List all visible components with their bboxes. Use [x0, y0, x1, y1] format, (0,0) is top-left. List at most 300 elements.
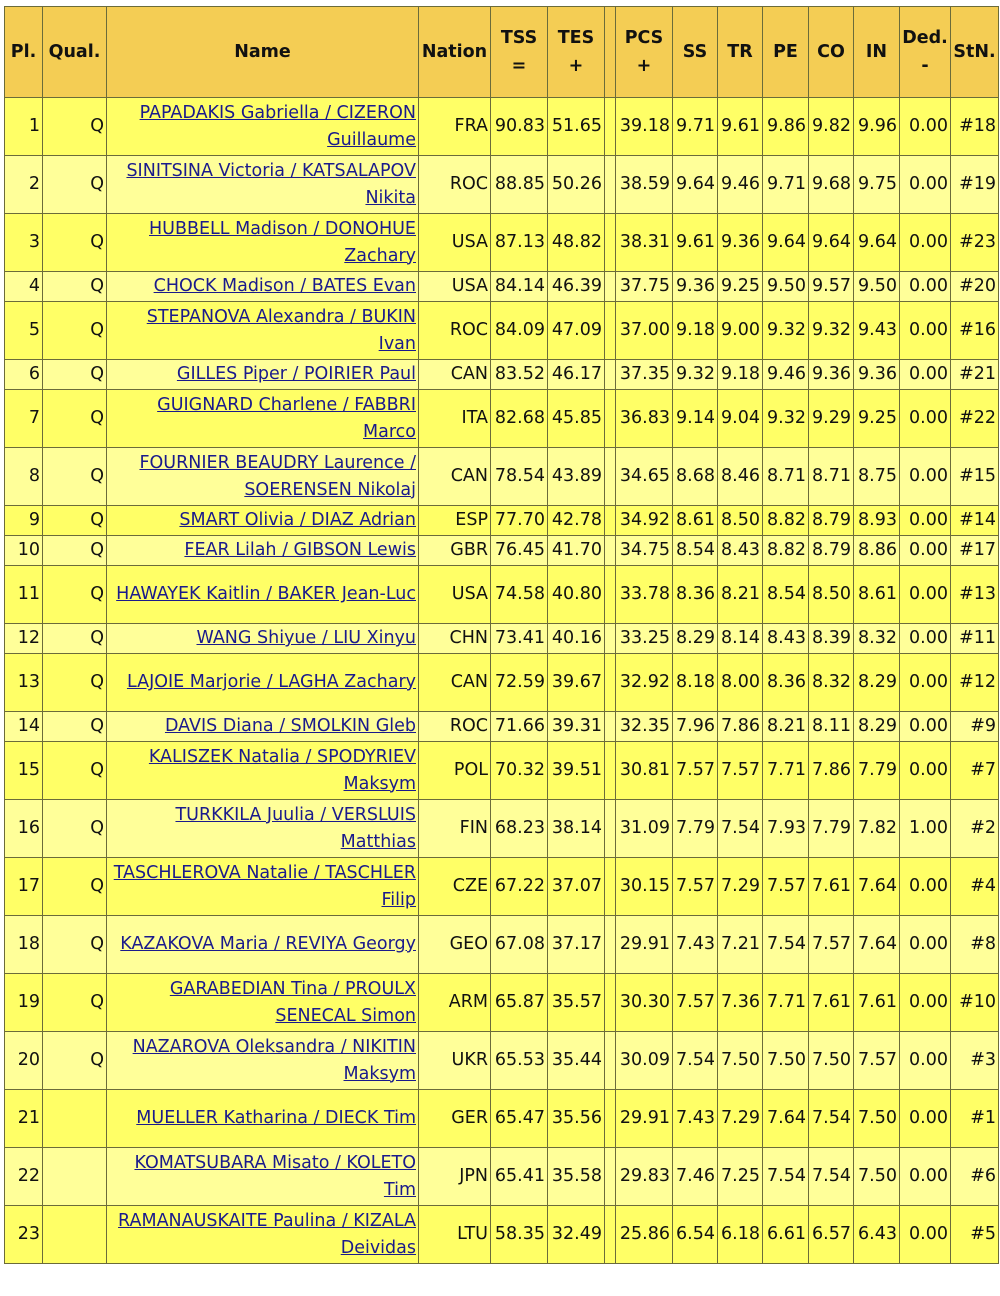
table-row	[5, 390, 999, 448]
in-cell: 7.50	[854, 1148, 900, 1206]
tes-cell: 35.58	[548, 1148, 605, 1206]
tr-cell: 8.14	[718, 624, 763, 654]
spacer-cell	[605, 98, 616, 156]
tr-cell: 9.46	[718, 156, 763, 214]
tss-cell: 87.13	[491, 214, 548, 272]
co-cell: 7.61	[809, 858, 854, 916]
tss-cell: 84.09	[491, 302, 548, 360]
header-tr: TR	[718, 7, 763, 98]
qualification-cell: Q	[43, 974, 107, 1032]
co-cell: 8.32	[809, 654, 854, 712]
nation-cell: ESP	[419, 506, 491, 536]
tr-cell: 9.18	[718, 360, 763, 390]
header-ded: Ded. -	[900, 7, 951, 98]
table-row	[5, 98, 999, 156]
skater-link[interactable]: MUELLER Katharina / DIECK Tim	[136, 1108, 416, 1128]
ded-cell: 0.00	[900, 742, 951, 800]
co-cell: 7.86	[809, 742, 854, 800]
place-cell: 15	[5, 742, 43, 800]
name-cell	[107, 974, 419, 1032]
spacer-cell	[605, 1148, 616, 1206]
skater-link[interactable]: STEPANOVA Alexandra / BUKIN Ivan	[146, 306, 416, 354]
place-cell: 3	[5, 214, 43, 272]
tr-cell: 7.57	[718, 742, 763, 800]
skater-link[interactable]: SINITSINA Victoria / KATSALAPOV Nikita	[126, 160, 416, 208]
stn-cell: #22	[951, 390, 999, 448]
tss-cell: 65.41	[491, 1148, 548, 1206]
nation-cell: GBR	[419, 536, 491, 566]
stn-cell: #19	[951, 156, 999, 214]
co-cell: 6.57	[809, 1206, 854, 1264]
skater-link[interactable]: SMART Olivia / DIAZ Adrian	[179, 510, 416, 530]
pcs-cell: 30.15	[616, 858, 673, 916]
ded-cell: 1.00	[900, 800, 951, 858]
skater-link[interactable]: GARABEDIAN Tina / PROULX SENECAL Simon	[169, 978, 416, 1026]
qualification-cell: Q	[43, 360, 107, 390]
qualification-cell	[43, 1148, 107, 1206]
table-row	[5, 654, 999, 712]
tes-cell: 40.16	[548, 624, 605, 654]
in-cell: 8.86	[854, 536, 900, 566]
nation-cell: ARM	[419, 974, 491, 1032]
ded-cell: 0.00	[900, 1206, 951, 1264]
tes-cell: 45.85	[548, 390, 605, 448]
tss-cell: 83.52	[491, 360, 548, 390]
place-cell: 18	[5, 916, 43, 974]
stn-cell: #12	[951, 654, 999, 712]
skater-link[interactable]: KALISZEK Natalia / SPODYRIEV Maksym	[148, 746, 416, 794]
pe-cell: 7.93	[763, 800, 809, 858]
name-cell	[107, 536, 419, 566]
ss-cell: 8.61	[673, 506, 718, 536]
ss-cell: 9.71	[673, 98, 718, 156]
tes-cell: 47.09	[548, 302, 605, 360]
co-cell: 8.11	[809, 712, 854, 742]
ded-cell: 0.00	[900, 272, 951, 302]
tss-cell: 76.45	[491, 536, 548, 566]
ded-cell: 0.00	[900, 214, 951, 272]
name-cell	[107, 654, 419, 712]
tss-cell: 74.58	[491, 566, 548, 624]
table-row	[5, 1148, 999, 1206]
place-cell: 13	[5, 654, 43, 712]
pe-cell: 9.64	[763, 214, 809, 272]
place-cell: 14	[5, 712, 43, 742]
tss-cell: 82.68	[491, 390, 548, 448]
header-stn: StN.	[951, 7, 999, 98]
pe-cell: 7.50	[763, 1032, 809, 1090]
skater-link[interactable]: KOMATSUBARA Misato / KOLETO Tim	[134, 1152, 416, 1200]
ss-cell: 7.43	[673, 916, 718, 974]
co-cell: 9.36	[809, 360, 854, 390]
nation-cell: GEO	[419, 916, 491, 974]
qualification-cell: Q	[43, 272, 107, 302]
co-cell: 9.57	[809, 272, 854, 302]
qualification-cell: Q	[43, 654, 107, 712]
tes-cell: 40.80	[548, 566, 605, 624]
tes-cell: 46.39	[548, 272, 605, 302]
pcs-cell: 36.83	[616, 390, 673, 448]
in-cell: 9.43	[854, 302, 900, 360]
tr-cell: 9.61	[718, 98, 763, 156]
qualification-cell: Q	[43, 214, 107, 272]
stn-cell: #18	[951, 98, 999, 156]
tes-cell: 39.31	[548, 712, 605, 742]
header-row	[5, 7, 999, 98]
in-cell: 6.43	[854, 1206, 900, 1264]
skater-link[interactable]: GILLES Piper / POIRIER Paul	[176, 364, 416, 384]
ss-cell: 7.54	[673, 1032, 718, 1090]
results-body	[5, 98, 999, 1264]
tss-cell: 78.54	[491, 448, 548, 506]
table-row	[5, 712, 999, 742]
tr-cell: 8.50	[718, 506, 763, 536]
tss-cell: 65.87	[491, 974, 548, 1032]
name-cell	[107, 98, 419, 156]
ss-cell: 9.64	[673, 156, 718, 214]
table-row	[5, 360, 999, 390]
co-cell: 7.54	[809, 1090, 854, 1148]
skater-link[interactable]: TURKKILA Juulia / VERSLUIS Matthias	[175, 804, 416, 852]
tss-cell: 68.23	[491, 800, 548, 858]
nation-cell: ROC	[419, 156, 491, 214]
in-cell: 8.29	[854, 712, 900, 742]
skater-link[interactable]: FOURNIER BEAUDRY Laurence / SOERENSEN Nikolaj	[139, 452, 416, 500]
spacer-cell	[605, 506, 616, 536]
spacer-cell	[605, 302, 616, 360]
co-cell: 9.64	[809, 214, 854, 272]
table-row	[5, 1090, 999, 1148]
nation-cell: FIN	[419, 800, 491, 858]
qualification-cell: Q	[43, 800, 107, 858]
ss-cell: 8.36	[673, 566, 718, 624]
place-cell: 19	[5, 974, 43, 1032]
pcs-cell: 34.65	[616, 448, 673, 506]
in-cell: 9.25	[854, 390, 900, 448]
place-cell: 23	[5, 1206, 43, 1264]
tss-cell: 73.41	[491, 624, 548, 654]
ss-cell: 7.43	[673, 1090, 718, 1148]
qualification-cell: Q	[43, 624, 107, 654]
pe-cell: 8.54	[763, 566, 809, 624]
ss-cell: 7.96	[673, 712, 718, 742]
stn-cell: #23	[951, 214, 999, 272]
co-cell: 9.82	[809, 98, 854, 156]
spacer-cell	[605, 360, 616, 390]
tr-cell: 9.00	[718, 302, 763, 360]
in-cell: 9.96	[854, 98, 900, 156]
nation-cell: UKR	[419, 1032, 491, 1090]
pe-cell: 9.32	[763, 390, 809, 448]
ss-cell: 9.61	[673, 214, 718, 272]
spacer-cell	[605, 536, 616, 566]
stn-cell: #16	[951, 302, 999, 360]
co-cell: 7.79	[809, 800, 854, 858]
tes-cell: 37.07	[548, 858, 605, 916]
ded-cell: 0.00	[900, 536, 951, 566]
header-in: IN	[854, 7, 900, 98]
stn-cell: #21	[951, 360, 999, 390]
tes-cell: 51.65	[548, 98, 605, 156]
skater-link[interactable]: PAPADAKIS Gabriella / CIZERON Guillaume	[139, 102, 416, 150]
skater-link[interactable]: GUIGNARD Charlene / FABBRI Marco	[157, 394, 416, 442]
place-cell: 11	[5, 566, 43, 624]
header-qual: Qual.	[43, 7, 107, 98]
place-cell: 6	[5, 360, 43, 390]
name-cell	[107, 742, 419, 800]
place-cell: 12	[5, 624, 43, 654]
header-nation: Nation	[419, 7, 491, 98]
skater-link[interactable]: HUBBELL Madison / DONOHUE Zachary	[149, 218, 416, 266]
qualification-cell: Q	[43, 98, 107, 156]
nation-cell: CHN	[419, 624, 491, 654]
co-cell: 7.61	[809, 974, 854, 1032]
spacer-cell	[605, 390, 616, 448]
ded-cell: 0.00	[900, 98, 951, 156]
name-cell	[107, 1206, 419, 1264]
header-tes: TES +	[548, 7, 605, 98]
name-cell	[107, 1032, 419, 1090]
tss-cell: 90.83	[491, 98, 548, 156]
name-cell	[107, 390, 419, 448]
nation-cell: USA	[419, 214, 491, 272]
in-cell: 8.29	[854, 654, 900, 712]
pcs-cell: 37.75	[616, 272, 673, 302]
tss-cell: 71.66	[491, 712, 548, 742]
pcs-cell: 30.30	[616, 974, 673, 1032]
stn-cell: #15	[951, 448, 999, 506]
ss-cell: 7.46	[673, 1148, 718, 1206]
stn-cell: #6	[951, 1148, 999, 1206]
place-cell: 22	[5, 1148, 43, 1206]
co-cell: 7.50	[809, 1032, 854, 1090]
ss-cell: 9.14	[673, 390, 718, 448]
table-row	[5, 742, 999, 800]
ded-cell: 0.00	[900, 390, 951, 448]
pcs-cell: 30.81	[616, 742, 673, 800]
pcs-cell: 31.09	[616, 800, 673, 858]
header-co: CO	[809, 7, 854, 98]
table-row	[5, 624, 999, 654]
tes-cell: 48.82	[548, 214, 605, 272]
in-cell: 9.36	[854, 360, 900, 390]
header-ss: SS	[673, 7, 718, 98]
place-cell: 20	[5, 1032, 43, 1090]
pcs-cell: 34.92	[616, 506, 673, 536]
nation-cell: ROC	[419, 712, 491, 742]
co-cell: 7.57	[809, 916, 854, 974]
skater-link[interactable]: KAZAKOVA Maria / REVIYA Georgy	[120, 934, 416, 954]
pe-cell: 8.82	[763, 506, 809, 536]
tss-cell: 65.53	[491, 1032, 548, 1090]
stn-cell: #8	[951, 916, 999, 974]
header-name: Name	[107, 7, 419, 98]
table-row	[5, 974, 999, 1032]
qualification-cell: Q	[43, 1032, 107, 1090]
tes-cell: 41.70	[548, 536, 605, 566]
tes-cell: 50.26	[548, 156, 605, 214]
qualification-cell: Q	[43, 858, 107, 916]
pe-cell: 7.54	[763, 916, 809, 974]
in-cell: 8.75	[854, 448, 900, 506]
co-cell: 8.79	[809, 506, 854, 536]
ded-cell: 0.00	[900, 712, 951, 742]
tes-cell: 35.56	[548, 1090, 605, 1148]
skater-link[interactable]: RAMANAUSKAITE Paulina / KIZALA Deividas	[118, 1210, 416, 1258]
qualification-cell: Q	[43, 916, 107, 974]
stn-cell: #3	[951, 1032, 999, 1090]
pe-cell: 7.71	[763, 742, 809, 800]
spacer-cell	[605, 712, 616, 742]
nation-cell: POL	[419, 742, 491, 800]
skater-link[interactable]: DAVIS Diana / SMOLKIN Gleb	[164, 716, 416, 736]
tr-cell: 8.43	[718, 536, 763, 566]
name-cell	[107, 272, 419, 302]
spacer-cell	[605, 916, 616, 974]
tr-cell: 7.36	[718, 974, 763, 1032]
co-cell: 8.71	[809, 448, 854, 506]
co-cell: 8.79	[809, 536, 854, 566]
pcs-cell: 37.35	[616, 360, 673, 390]
stn-cell: #2	[951, 800, 999, 858]
name-cell	[107, 302, 419, 360]
tr-cell: 8.46	[718, 448, 763, 506]
ss-cell: 6.54	[673, 1206, 718, 1264]
spacer-cell	[605, 1090, 616, 1148]
name-cell	[107, 624, 419, 654]
qualification-cell: Q	[43, 712, 107, 742]
pcs-cell: 33.78	[616, 566, 673, 624]
pcs-cell: 30.09	[616, 1032, 673, 1090]
tss-cell: 58.35	[491, 1206, 548, 1264]
tr-cell: 9.25	[718, 272, 763, 302]
skater-link[interactable]: FEAR Lilah / GIBSON Lewis	[184, 540, 416, 560]
co-cell: 9.68	[809, 156, 854, 214]
nation-cell: CAN	[419, 360, 491, 390]
tes-cell: 43.89	[548, 448, 605, 506]
nation-cell: CAN	[419, 448, 491, 506]
results-table	[4, 6, 999, 1264]
spacer-cell	[605, 566, 616, 624]
stn-cell: #20	[951, 272, 999, 302]
place-cell: 7	[5, 390, 43, 448]
skater-link[interactable]: NAZAROVA Oleksandra / NIKITIN Maksym	[132, 1036, 416, 1084]
tss-cell: 67.08	[491, 916, 548, 974]
tes-cell: 32.49	[548, 1206, 605, 1264]
nation-cell: USA	[419, 272, 491, 302]
spacer-cell	[605, 1032, 616, 1090]
co-cell: 7.54	[809, 1148, 854, 1206]
tr-cell: 8.00	[718, 654, 763, 712]
table-row	[5, 506, 999, 536]
in-cell: 7.50	[854, 1090, 900, 1148]
qualification-cell: Q	[43, 156, 107, 214]
skater-link[interactable]: LAJOIE Marjorie / LAGHA Zachary	[126, 672, 416, 692]
in-cell: 9.64	[854, 214, 900, 272]
name-cell	[107, 800, 419, 858]
tr-cell: 7.86	[718, 712, 763, 742]
skater-link[interactable]: CHOCK Madison / BATES Evan	[153, 276, 416, 296]
name-cell	[107, 1090, 419, 1148]
tr-cell: 7.50	[718, 1032, 763, 1090]
pe-cell: 7.57	[763, 858, 809, 916]
in-cell: 7.64	[854, 858, 900, 916]
in-cell: 7.79	[854, 742, 900, 800]
tr-cell: 8.21	[718, 566, 763, 624]
pcs-cell: 32.92	[616, 654, 673, 712]
nation-cell: GER	[419, 1090, 491, 1148]
pe-cell: 9.32	[763, 302, 809, 360]
pe-cell: 8.36	[763, 654, 809, 712]
in-cell: 8.61	[854, 566, 900, 624]
pe-cell: 9.50	[763, 272, 809, 302]
pcs-cell: 29.83	[616, 1148, 673, 1206]
name-cell	[107, 214, 419, 272]
pcs-cell: 25.86	[616, 1206, 673, 1264]
nation-cell: JPN	[419, 1148, 491, 1206]
qualification-cell: Q	[43, 390, 107, 448]
place-cell: 21	[5, 1090, 43, 1148]
spacer-cell	[605, 858, 616, 916]
ded-cell: 0.00	[900, 1148, 951, 1206]
tes-cell: 42.78	[548, 506, 605, 536]
qualification-cell: Q	[43, 566, 107, 624]
in-cell: 7.82	[854, 800, 900, 858]
spacer-cell	[605, 624, 616, 654]
ss-cell: 9.36	[673, 272, 718, 302]
name-cell	[107, 916, 419, 974]
tr-cell: 7.25	[718, 1148, 763, 1206]
skater-link[interactable]: HAWAYEK Kaitlin / BAKER Jean-Luc	[116, 584, 416, 604]
table-row	[5, 1032, 999, 1090]
ded-cell: 0.00	[900, 974, 951, 1032]
pcs-cell: 33.25	[616, 624, 673, 654]
nation-cell: CZE	[419, 858, 491, 916]
stn-cell: #10	[951, 974, 999, 1032]
spacer-cell	[605, 214, 616, 272]
spacer-cell	[605, 448, 616, 506]
ss-cell: 9.32	[673, 360, 718, 390]
name-cell	[107, 712, 419, 742]
pcs-cell: 38.59	[616, 156, 673, 214]
ded-cell: 0.00	[900, 1090, 951, 1148]
ded-cell: 0.00	[900, 448, 951, 506]
place-cell: 17	[5, 858, 43, 916]
in-cell: 7.57	[854, 1032, 900, 1090]
co-cell: 8.39	[809, 624, 854, 654]
skater-link[interactable]: WANG Shiyue / LIU Xinyu	[196, 628, 416, 648]
place-cell: 9	[5, 506, 43, 536]
nation-cell: ITA	[419, 390, 491, 448]
qualification-cell: Q	[43, 742, 107, 800]
in-cell: 7.64	[854, 916, 900, 974]
ded-cell: 0.00	[900, 654, 951, 712]
skater-link[interactable]: TASCHLEROVA Natalie / TASCHLER Filip	[113, 862, 416, 910]
pe-cell: 8.21	[763, 712, 809, 742]
stn-cell: #9	[951, 712, 999, 742]
pe-cell: 7.71	[763, 974, 809, 1032]
tss-cell: 65.47	[491, 1090, 548, 1148]
qualification-cell: Q	[43, 448, 107, 506]
in-cell: 8.93	[854, 506, 900, 536]
pcs-cell: 29.91	[616, 916, 673, 974]
ded-cell: 0.00	[900, 302, 951, 360]
table-row	[5, 156, 999, 214]
name-cell	[107, 360, 419, 390]
ded-cell: 0.00	[900, 360, 951, 390]
place-cell: 2	[5, 156, 43, 214]
tss-cell: 67.22	[491, 858, 548, 916]
